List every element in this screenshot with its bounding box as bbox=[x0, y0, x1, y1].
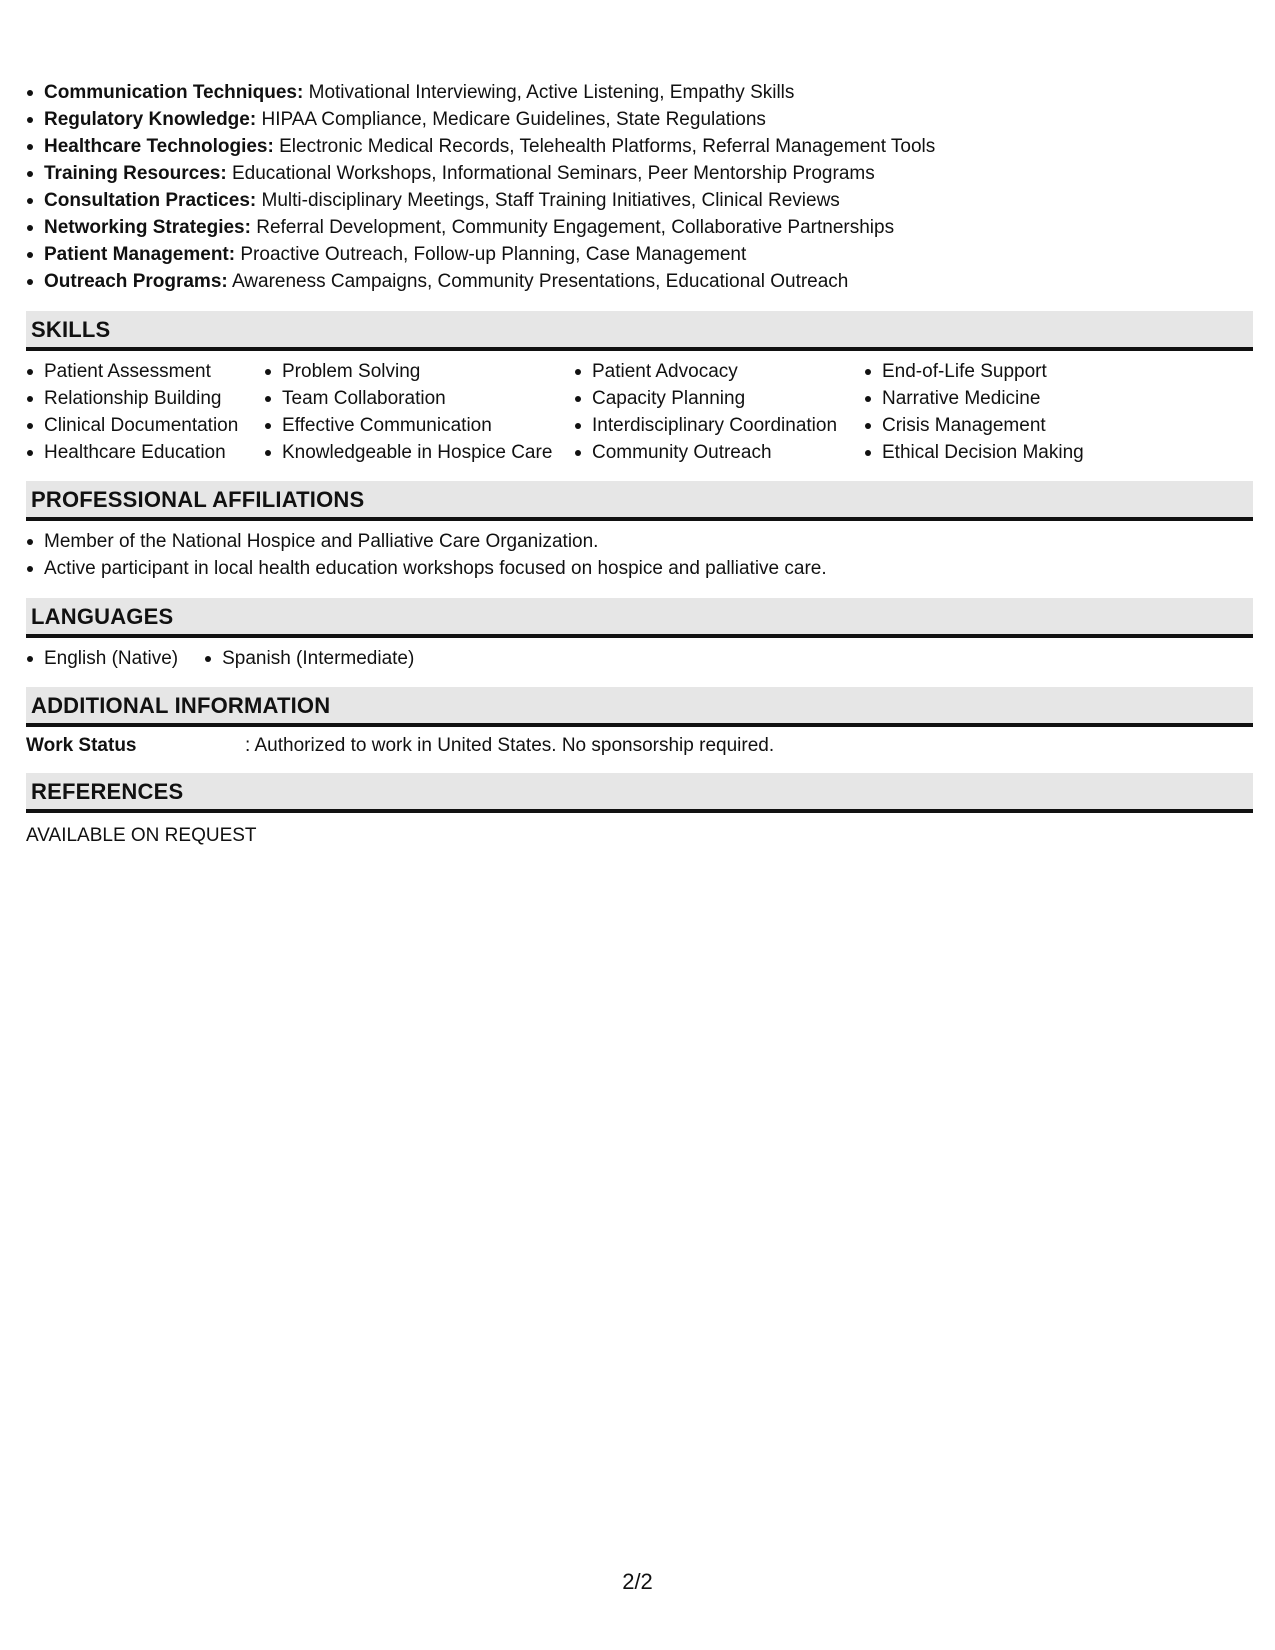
section-title: LANGUAGES bbox=[31, 604, 174, 629]
item-label: Healthcare Technologies: bbox=[44, 136, 274, 157]
skill-item: Narrative Medicine bbox=[864, 385, 1084, 412]
list-item: Member of the National Hospice and Palliative Care Organization. bbox=[26, 528, 827, 555]
item-text: Motivational Interviewing, Active Listening, Empathy Skills bbox=[303, 82, 795, 103]
references-text: AVAILABLE ON REQUEST bbox=[26, 825, 257, 846]
skill-item: Effective Communication bbox=[264, 412, 552, 439]
skill-item: Team Collaboration bbox=[264, 385, 552, 412]
list-item bbox=[26, 268, 935, 295]
skills-section-header bbox=[26, 311, 1253, 351]
list-item bbox=[26, 160, 935, 187]
section-title: REFERENCES bbox=[31, 779, 184, 804]
item-text: Proactive Outreach, Follow-up Planning, Case Management bbox=[235, 244, 747, 265]
affiliations-list bbox=[26, 528, 827, 582]
item-label: Patient Management: bbox=[44, 244, 236, 265]
language-item: English (Native) bbox=[26, 645, 178, 672]
languages-section-header bbox=[26, 598, 1253, 638]
language-item: Spanish (Intermediate) bbox=[204, 645, 414, 672]
work-status-value: : Authorized to work in United States. No sponsorship required. bbox=[245, 735, 775, 756]
section-title: PROFESSIONAL AFFILIATIONS bbox=[31, 487, 365, 512]
item-label: Outreach Programs: bbox=[44, 271, 228, 292]
section-title: SKILLS bbox=[31, 317, 111, 342]
skills-column-4 bbox=[864, 358, 1084, 466]
list-item bbox=[26, 241, 935, 268]
item-label: Communication Techniques: bbox=[44, 82, 304, 103]
list-item bbox=[26, 187, 935, 214]
skill-item: Interdisciplinary Coordination bbox=[574, 412, 837, 439]
skill-item: Healthcare Education bbox=[26, 439, 238, 466]
work-status-label: Work Status bbox=[26, 735, 137, 756]
item-label: Regulatory Knowledge: bbox=[44, 109, 257, 130]
skill-item: Patient Assessment bbox=[26, 358, 238, 385]
item-text: HIPAA Compliance, Medicare Guidelines, State Regulations bbox=[256, 109, 766, 130]
skill-item: Problem Solving bbox=[264, 358, 552, 385]
skill-item: Patient Advocacy bbox=[574, 358, 837, 385]
item-text: Awareness Campaigns, Community Presentations, Educational Outreach bbox=[227, 271, 849, 292]
item-text: Referral Development, Community Engagement, Collaborative Partnerships bbox=[250, 217, 895, 238]
skill-item: Relationship Building bbox=[26, 385, 238, 412]
list-item bbox=[26, 79, 935, 106]
skills-grid bbox=[26, 358, 1253, 468]
list-item bbox=[26, 106, 935, 133]
languages-list bbox=[26, 645, 440, 672]
item-label: Training Resources: bbox=[44, 163, 227, 184]
skill-item: Ethical Decision Making bbox=[864, 439, 1084, 466]
skill-item: Knowledgeable in Hospice Care bbox=[264, 439, 552, 466]
item-text: Electronic Medical Records, Telehealth Platforms, Referral Management Tools bbox=[273, 136, 936, 157]
item-text: Educational Workshops, Informational Seminars, Peer Mentorship Programs bbox=[226, 163, 875, 184]
item-label: Consultation Practices: bbox=[44, 190, 257, 211]
skill-item: Crisis Management bbox=[864, 412, 1084, 439]
item-text: Multi-disciplinary Meetings, Staff Training Initiatives, Clinical Reviews bbox=[256, 190, 840, 211]
skills-column-3 bbox=[574, 358, 837, 466]
list-item: Active participant in local health education workshops focused on hospice and palliative care. bbox=[26, 555, 827, 582]
skill-item: Clinical Documentation bbox=[26, 412, 238, 439]
item-label: Networking Strategies: bbox=[44, 217, 251, 238]
skill-item: Capacity Planning bbox=[574, 385, 837, 412]
skills-column-2 bbox=[264, 358, 552, 466]
additional-section-header bbox=[26, 687, 1253, 727]
skill-item: End-of-Life Support bbox=[864, 358, 1084, 385]
section-title: ADDITIONAL INFORMATION bbox=[31, 693, 331, 718]
skill-item: Community Outreach bbox=[574, 439, 837, 466]
summary-list bbox=[26, 79, 935, 295]
page-number: 2/2 bbox=[622, 1569, 653, 1594]
list-item bbox=[26, 214, 935, 241]
references-section-header bbox=[26, 773, 1253, 813]
affiliations-section-header bbox=[26, 481, 1253, 521]
list-item bbox=[26, 133, 935, 160]
skills-column-1 bbox=[26, 358, 238, 466]
